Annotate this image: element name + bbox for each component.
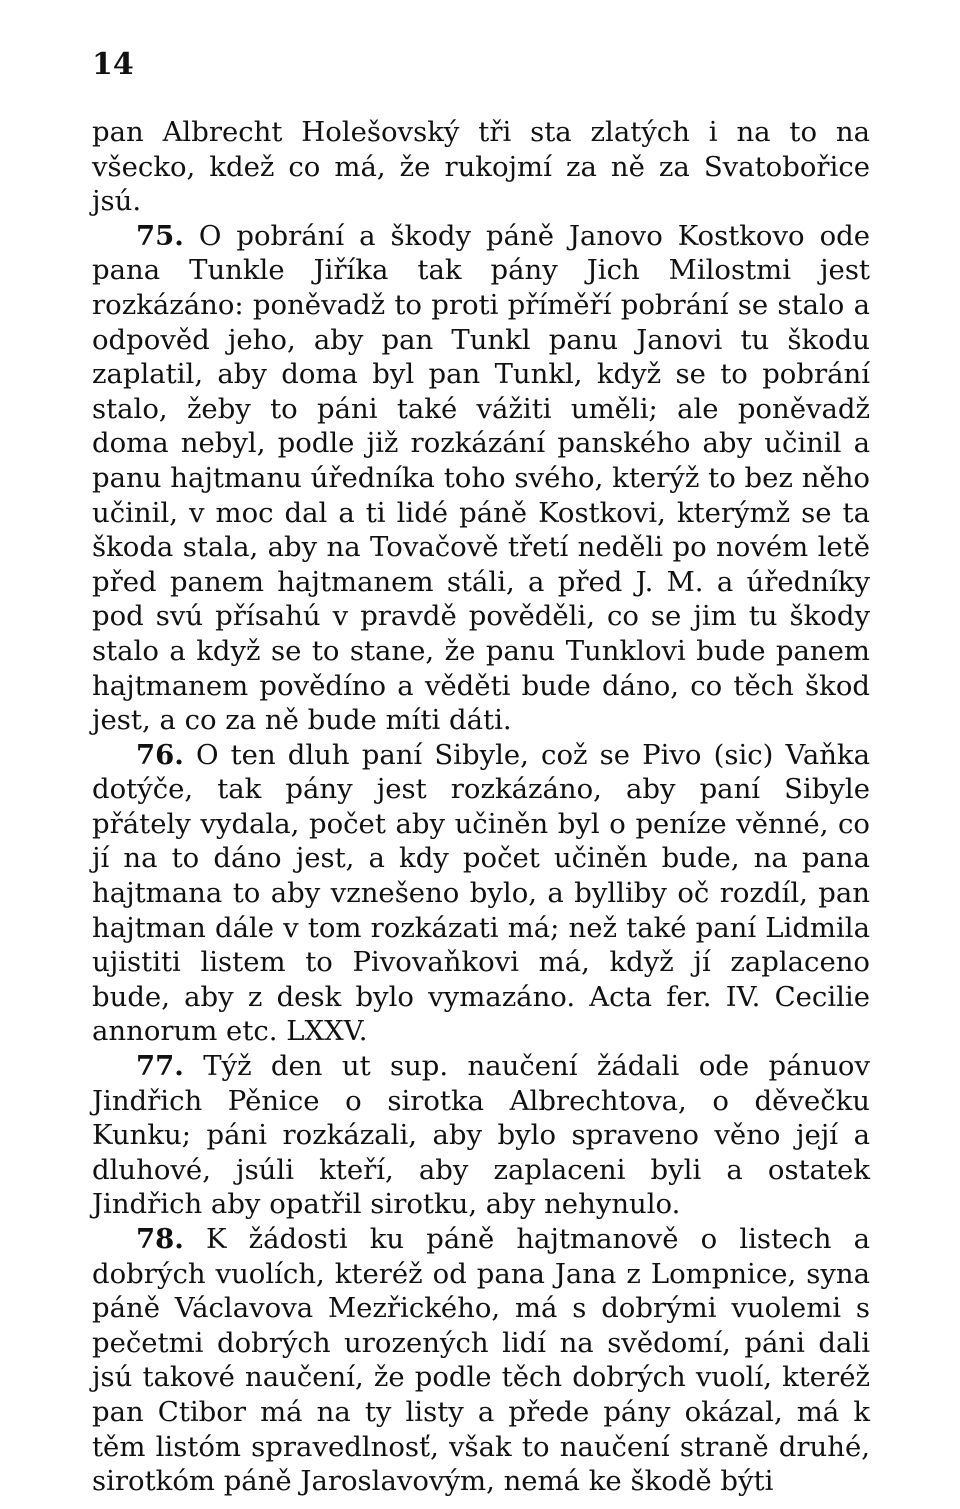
paragraph-number: 75. bbox=[136, 219, 184, 252]
paragraph-number: 78. bbox=[136, 1223, 184, 1255]
paragraph-76 bbox=[92, 738, 870, 1049]
paragraph-number: 76. bbox=[136, 738, 184, 771]
paragraph-75 bbox=[92, 219, 870, 738]
paragraph-text: pan Albrecht Holešovský tři sta zlatých i na to na všecko, kdež co má, že rukojmí za ně za Svatobořice jsú. bbox=[92, 116, 870, 218]
paragraph-text: K žádosti ku páně hajtmanově o listech a dobrých vuolích, kteréž od pana Jana z Lompnice, syna páně Václavova Mezřického, má s dobrými vuolemi s pečetmi dobrých urozených lidí na svědomí, páni dali jsú takové naučení, že podle těch dobrých vuolí, kteréž pan Ctibor má na ty listy a přede pány okázal, má k těm listóm spravedlnosť, však to naučení straně druhé, sirotkóm páně Jaroslavovým, nemá ke škodě býti bbox=[92, 1223, 870, 1498]
page-number: 14 bbox=[92, 47, 134, 82]
paragraph bbox=[92, 115, 870, 219]
body-text bbox=[92, 115, 870, 1499]
paragraph-text: O ten dluh paní Sibyle, což se Pivo (sic) Vaňka dotýče, tak pány jest rozkázáno, aby paní Sibyle přátely vydala, počet aby učiněn byl o peníze věnné, co jí na to dáno jest, a kdy počet učiněn bude, na pana hajtmana to aby vznešeno bylo, a bylliby oč rozdíl, pan hajtman dále v tom rozkázati má; než také paní Lidmila ujistiti listem to Pivovaňkovi má, když jí zaplaceno bude, aby z desk bylo vymazáno. Acta fer. IV. Cecilie annorum etc. LXXV. bbox=[92, 738, 870, 1048]
paragraph-text: O pobrání a škody páně Janovo Kostkovo ode pana Tunkle Jiříka tak pány Jich Milostmi jest rozkázáno: poněvadž to proti příměří pobrání se stalo a odpověd jeho, aby pan Tunkl panu Janovi tu škodu zaplatil, aby doma byl pan Tunkl, když se to pobrání stalo, žeby to páni také vážiti uměli; ale poněvadž doma nebyl, podle již rozkázání panského aby učinil a panu hajtmanu úředníka toho svého, kterýž to bez něho učinil, v moc dal a ti lidé páně Kostkovi, kterýmž se ta škoda stala, aby na Tovačově třetí neděli po novém letě před panem hajtmanem stáli, a před J. M. a úředníky pod svú přísahú v pravdě pověděli, co se jim tu škody stalo a když se to stane, že panu Tunklovi bude panem hajtmanem povědíno a věděti bude dáno, co těch škod jest, a co za ně bude míti dáti. bbox=[92, 219, 871, 737]
paragraph-number: 77. bbox=[136, 1050, 184, 1083]
paragraph-78 bbox=[92, 1222, 870, 1499]
paragraph-text: Týž den ut sup. naučení žádali ode pánuov Jindřich Pěnice o sirotka Albrechtova, o děvečku Kunku; páni rozkázali, aby bylo spraveno věno její a dluhové, jsúli kteří, aby zaplaceni byli a ostatek Jindřich aby opatřil sirotku, aby nehynulo. bbox=[92, 1050, 870, 1221]
paragraph-77 bbox=[92, 1049, 870, 1222]
